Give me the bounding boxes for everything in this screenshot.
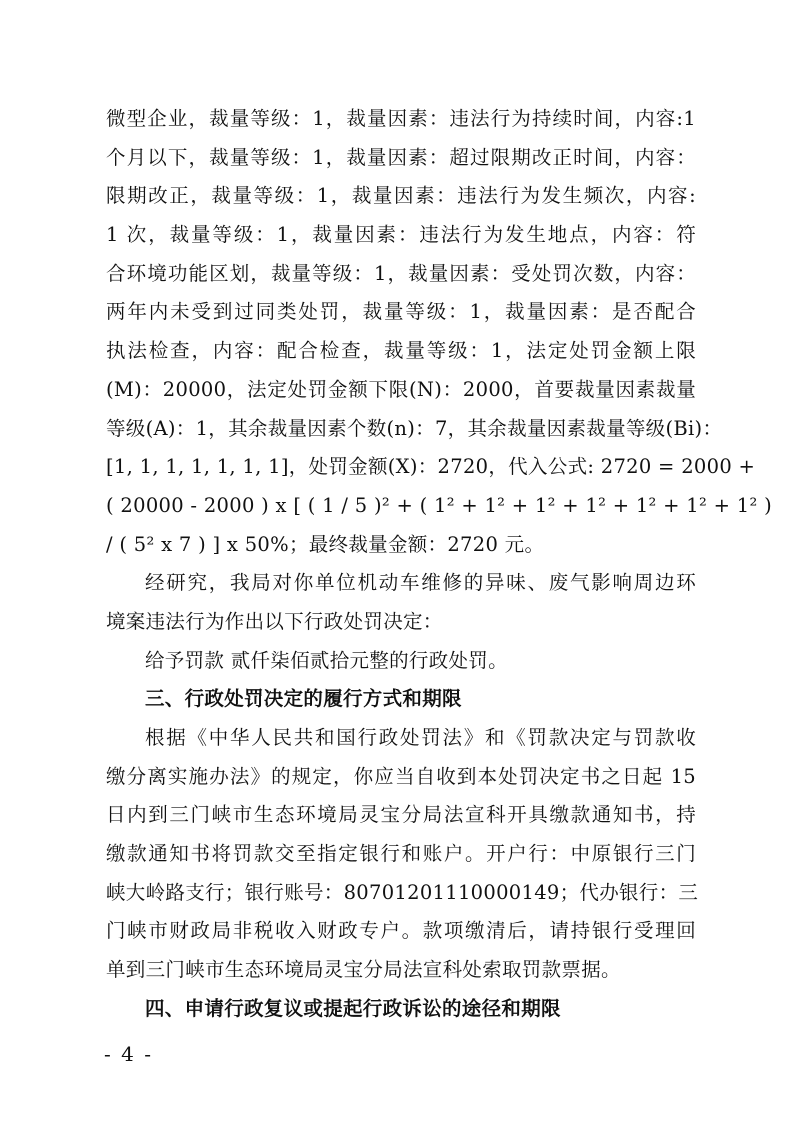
section-heading: 三、行政处罚决定的履行方式和期限 bbox=[145, 687, 462, 711]
paragraph-line: 缴分离实施办法》的规定，你应当自收到本处罚决定书之日起 15 bbox=[106, 764, 696, 788]
paragraph-line: 日内到三门峡市生态环境局灵宝分局法宣科开具缴款通知书，持 bbox=[106, 803, 696, 827]
page-number: - 4 - bbox=[104, 1042, 153, 1066]
paragraph-line: 合环境功能区划，裁量等级：1，裁量因素：受处罚次数，内容： bbox=[106, 261, 696, 285]
paragraph-line: 两年内未受到过同类处罚，裁量等级：1，裁量因素：是否配合 bbox=[106, 300, 696, 324]
paragraph-line: 个月以下，裁量等级：1，裁量因素：超过限期改正时间，内容： bbox=[106, 145, 696, 169]
paragraph-line: 缴款通知书将罚款交至指定银行和账户。开户行：中原银行三门 bbox=[106, 842, 696, 866]
paragraph-line: 境案违法行为作出以下行政处罚决定： bbox=[106, 609, 443, 633]
paragraph-line: 门峡市财政局非税收入财政专户。款项缴清后，请持银行受理回 bbox=[106, 919, 696, 943]
paragraph-line: 1 次，裁量等级：1，裁量因素：违法行为发生地点，内容：符 bbox=[106, 223, 696, 247]
formula-line: ( 20000 - 2000 ) x [ ( 1 / 5 )² + ( 1² + 1² + 1² + 1² + 1² + 1² + 1² ) bbox=[106, 493, 772, 517]
section-heading: 四、申请行政复议或提起行政诉讼的途径和期限 bbox=[145, 996, 561, 1020]
formula-line: / ( 5² x 7 ) ] x 50%；最终裁量金额：2720 元。 bbox=[106, 532, 545, 556]
paragraph-line: 执法检查，内容：配合检查，裁量等级：1，法定处罚金额上限 bbox=[106, 339, 696, 363]
paragraph-line: (M)：20000，法定处罚金额下限(N)：2000，首要裁量因素裁量 bbox=[106, 377, 696, 401]
penalty-decision-line: 给予罚款 贰仟柒佰贰拾元整的行政处罚。 bbox=[145, 648, 508, 672]
paragraph-line: 峡大岭路支行；银行账号：80701201110000149；代办银行：三 bbox=[106, 880, 699, 904]
paragraph-line: [1, 1, 1, 1, 1, 1, 1]，处罚金额(X)：2720，代入公式: 2720 = 2000 + bbox=[106, 455, 756, 479]
paragraph-line: 根据《中华人民共和国行政处罚法》和《罚款决定与罚款收 bbox=[145, 726, 696, 749]
paragraph-line: 等级(A)：1，其余裁量因素个数(n)：7，其余裁量因素裁量等级(Bi)： bbox=[106, 416, 723, 440]
paragraph-line: 经研究，我局对你单位机动车维修的异味、废气影响周边环 bbox=[145, 571, 696, 595]
paragraph-line: 单到三门峡市生态环境局灵宝分局法宣科处索取罚款票据。 bbox=[106, 958, 621, 982]
paragraph-line: 限期改正，裁量等级：1，裁量因素：违法行为发生频次，内容: bbox=[106, 184, 696, 208]
document-body bbox=[106, 100, 772, 1029]
paragraph-line: 微型企业，裁量等级：1，裁量因素：违法行为持续时间，内容:1 bbox=[106, 107, 696, 130]
